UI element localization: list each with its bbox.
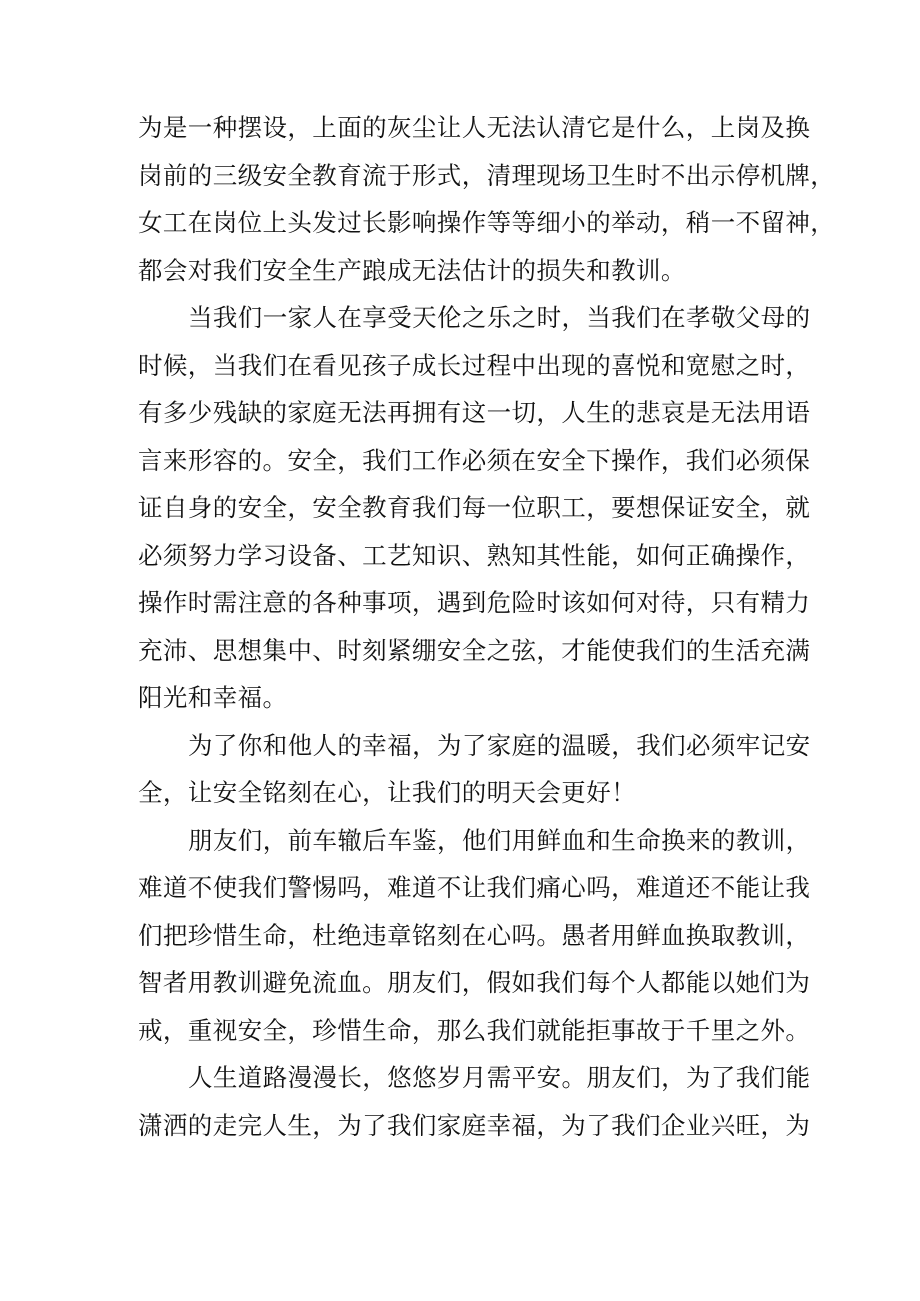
text-line: 必须努力学习设备、工艺知识、熟知其性能，如何正确操作，	[138, 540, 811, 570]
text-line: 人生道路漫漫长，悠悠岁月需平安。朋友们，为了我们能	[188, 1063, 811, 1092]
text-line: 朋友们，前车辙后车鉴，他们用鲜血和生命换来的教训，	[188, 825, 811, 855]
text-line: 都会对我们安全生产踉成无法估计的损失和教训。	[138, 255, 686, 285]
text-line: 潇洒的走完人生，为了我们家庭幸福，为了我们企业兴旺，为	[138, 1110, 811, 1140]
paragraph-1	[138, 104, 836, 294]
text-line: 言来形容的。安全，我们工作必须在安全下操作，我们必须保	[138, 445, 811, 475]
text-line: 全，让安全铭刻在心，让我们的明天会更好！	[138, 778, 636, 807]
text-line: 操作时需注意的各种事项，遇到危险时该如何对待，只有精力	[138, 588, 811, 617]
text-line: 们把珍惜生命，杜绝违章铭刻在心吗。愚者用鲜血换取教训，	[138, 920, 811, 950]
text-line: 为了你和他人的幸福，为了家庭的温暖，我们必须牢记安	[188, 730, 811, 760]
paragraph-4	[138, 817, 811, 1055]
text-line: 智者用教训避免流血。朋友们，假如我们每个人都能以她们为	[138, 968, 811, 997]
paragraph-5	[138, 1054, 811, 1149]
text-line: 女工在岗位上头发过长影响操作等等细小的举动，稍一不留神，	[138, 208, 836, 237]
paragraph-3	[138, 722, 811, 817]
text-line: 证自身的安全，安全教育我们每一位职工，要想保证安全，就	[138, 493, 811, 522]
text-line: 岗前的三级安全教育流于形式，清理现场卫生时不出示停机牌，	[138, 160, 836, 190]
document-body	[138, 104, 836, 1149]
text-line: 阳光和幸福。	[138, 683, 288, 712]
text-line: 有多少残缺的家庭无法再拥有这一切，人生的悲哀是无法用语	[138, 398, 811, 427]
text-line: 为是一种摆设，上面的灰尘让人无法认清它是什么，上岗及换	[138, 113, 811, 142]
paragraph-2	[138, 294, 811, 722]
text-line: 充沛、思想集中、时刻紧绷安全之弦，才能使我们的生活充满	[138, 635, 811, 665]
text-line: 难道不使我们警惕吗，难道不让我们痛心吗，难道还不能让我	[138, 873, 811, 902]
text-line: 戒，重视安全，珍惜生命，那么我们就能拒事故于千里之外。	[138, 1015, 811, 1045]
text-line: 当我们一家人在享受天伦之乐之时，当我们在孝敬父母的	[188, 303, 811, 332]
text-line: 时候，当我们在看见孩子成长过程中出现的喜悦和宽慰之时，	[138, 350, 811, 380]
